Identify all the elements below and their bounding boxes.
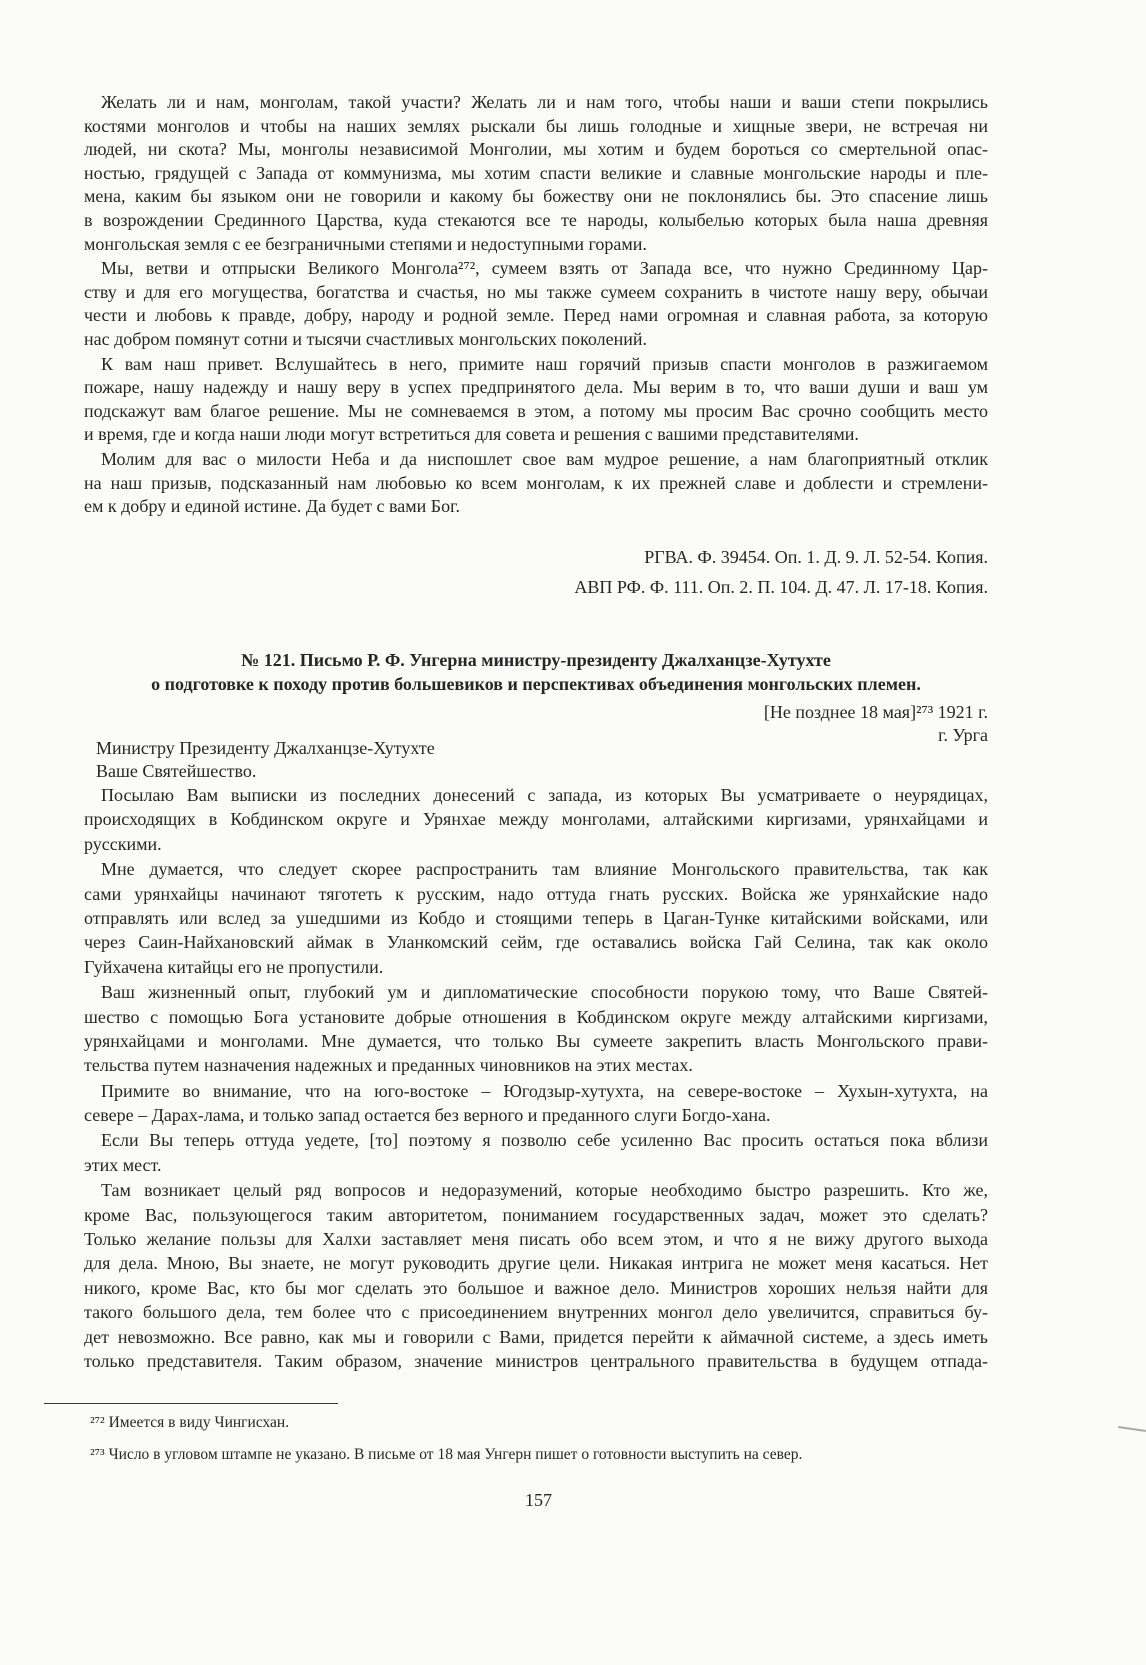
document-title: № 121. Письмо Р. Ф. Унгерна министру-президенту Джалханцзе-Хутухте	[241, 650, 831, 670]
page-number: 157	[525, 1490, 552, 1510]
text-line: Гуйхачена китайцы его не пропустили.	[84, 956, 384, 977]
archive-citation: РГВА. Ф. 39454. Оп. 1. Д. 9. Л. 52-54. Копия.	[644, 547, 988, 567]
text-line: нас добром помянут сотни и тысячи счастливых монгольских поколений.	[84, 328, 648, 349]
salutation: Ваше Святейшество.	[96, 761, 257, 781]
archive-citation: АВП РФ. Ф. 111. Оп. 2. П. 104. Д. 47. Л. 17-18. Копия.	[574, 577, 988, 597]
text-line: дет невозможно. Все равно, как мы и говорили с Вами, придется перейти к аймачной системе, а здесь иметь	[84, 1326, 988, 1347]
scan-mark	[1118, 1426, 1146, 1432]
text-line: ем к добру и единой истине. Да будет с вами Бог.	[84, 496, 460, 517]
text-line: костями монголов и чтобы на наших землях рыскали бы лишь голодные и хищные звери, не встречая ни	[84, 115, 988, 136]
text-line: людей, ни скота? Мы, монголы независимой Монголии, мы хотим и будем бороться со смертельной опас-	[84, 139, 988, 160]
paragraph	[84, 353, 988, 447]
text-line: Там возникает целый ряд вопросов и недоразумений, которые необходимо быстро разрешить. Кто же,	[101, 1180, 988, 1201]
text-line: только представителя. Таким образом, значение министров центрального правительства в будущем отпада-	[84, 1350, 988, 1371]
text-line: такого большого дела, тем более что с присоединением внутренних монгол дело увеличится, справиться бу-	[84, 1302, 988, 1323]
addressee: Министру Президенту Джалханцзе-Хутухте	[96, 738, 435, 758]
text-line: Молим для вас о милости Неба и да ниспошлет свое вам мудрое решение, а нам благоприятный отклик	[101, 448, 988, 469]
text-line: Желать ли и нам, монголам, такой участи? Желать ли и нам того, чтобы наши и ваши степи покрылись	[101, 92, 988, 112]
text-line: К вам наш привет. Вслушайтесь в него, примите наш горячий призыв спасти монголов в разжигаемом	[101, 353, 988, 374]
text-line: шество с помощью Бога установите добрые отношения в Кобдинском округе между алтайскими киргизами,	[84, 1006, 988, 1027]
paragraph	[84, 857, 988, 979]
text-line: монгольская земля с ее безграничными степями и недоступными горами.	[84, 233, 647, 254]
text-line: этих мест.	[84, 1154, 162, 1175]
text-line: Мне думается, что следует скорее распространить там влияние Монгольского правительства, так как	[101, 859, 988, 880]
paragraph	[84, 1079, 988, 1128]
footnote-divider	[44, 1403, 338, 1404]
text-line: тельства путем назначения надежных и преданных чиновников на этих местах.	[84, 1055, 693, 1076]
text-line: происходящих в Кобдинском округе и Урянхае между монголами, алтайскими киргизами, урянхайцами и	[84, 809, 988, 830]
footnote-272: ²⁷² Имеется в виду Чингисхан.	[90, 1414, 290, 1431]
text-line: урянхайцами и монголами. Мне думается, что только Вы сумеете закрепить власть Монгольского прави-	[84, 1030, 988, 1051]
text-line: мена, каким бы языком они не говорили и какому бы божеству они не поклонялись бы. Это спасение лишь	[84, 186, 988, 207]
text-line: Посылаю Вам выписки из последних донесений с запада, из которых Вы усматриваете о неурядицах,	[101, 785, 988, 805]
paragraph	[84, 1178, 988, 1373]
text-line: подскажут вам благое решение. Мы не сомневаемся в этом, а потому мы просим Вас срочно сообщить место	[84, 400, 988, 421]
text-line: Мы, ветви и отпрыски Великого Монгола²⁷², сумеем взять от Запада все, что нужно Срединному Цар-	[101, 258, 988, 279]
letter-body	[84, 783, 988, 1374]
paragraph	[84, 980, 988, 1078]
text-line: через Саин-Найхановский аймак в Уланкомский сейм, где оставались войска Гай Селина, так как около	[84, 932, 988, 953]
text-line: и время, где и когда наши люди могут встретиться для совета и решения с вашими представителями.	[84, 424, 859, 445]
paragraph	[84, 783, 988, 856]
text-line: ностью, грядущей с Запада от коммунизма, мы хотим спасти великие и славные монгольские народы и пле-	[84, 162, 988, 183]
text-line: русскими.	[84, 833, 162, 854]
text-line: Ваш жизненный опыт, глубокий ум и дипломатические способности порукою тому, что Ваше Святей-	[101, 982, 988, 1003]
footnote-273: ²⁷³ Число в угловом штампе не указано. В письме от 18 мая Унгерн пишет о готовности выступить на север.	[90, 1446, 803, 1463]
document-place: г. Урга	[938, 725, 988, 745]
document-subtitle: о подготовке к походу против большевиков и перспективах объединения монгольских племен.	[151, 674, 921, 694]
text-line: в возрождении Срединного Царства, куда стекаются все те народы, колыбелью которых была наша древняя	[84, 209, 988, 230]
paragraph	[84, 257, 988, 351]
text-line: для дела. Мною, Вы знаете, не могут руководить другие цели. Никакая интрига не может меня касаться. Нет	[84, 1253, 988, 1274]
paragraph	[84, 448, 988, 519]
text-line: чести и любовь к правде, добру, народу и родной земле. Перед нами огромная и славная работа, за которую	[84, 305, 988, 326]
text-line: Если Вы теперь оттуда уедете, [то] поэтому я позволю себе усиленно Вас просить остаться пока вблизи	[101, 1130, 988, 1151]
text-line: Примите во внимание, что на юго-востоке – Югодзыр-хутухта, на севере-востоке – Хухын-хутухта, на	[101, 1080, 988, 1101]
paragraph	[84, 1128, 988, 1177]
document-date: [Не позднее 18 мая]²⁷³ 1921 г.	[763, 702, 988, 722]
text-line: Только желание пользы для Халхи заставляет меня писать обо всем этом, и что я не вижу другого выхода	[84, 1229, 988, 1250]
text-line: отправлять или вслед за ушедшими из Кобдо и стоящими теперь в Цаган-Тунке китайскими войсками, или	[84, 907, 988, 928]
letter-text-continued	[84, 91, 988, 520]
text-line: пожаре, нашу надежду и нашу веру в успех предпринятого дела. Мы верим в то, что ваши души и ваш ум	[84, 377, 988, 398]
text-line: кроме Вас, пользующегося таким авторитетом, пониманием государственных задач, может это сделать?	[84, 1204, 988, 1225]
text-line: сами урянхайцы начинают тяготеть к русским, надо оттуда гнать русских. Войска же урянхайские надо	[84, 883, 988, 904]
text-line: севере – Дарах-лама, и только запад остается без верного и преданного слуги Богдо-хана.	[84, 1105, 771, 1126]
text-line: ству и для его могущества, богатства и счастья, но мы также сумеем сохранить в чистоте нашу веру, обычаи	[84, 281, 988, 302]
text-line: никого, кроме Вас, кто бы мог сделать это большое и важное дело. Министров хороших нельзя найти для	[84, 1277, 988, 1298]
paragraph	[84, 91, 988, 256]
text-line: на наш призыв, подсказанный нам любовью ко всем монголам, к их прежней славе и доблести и стремлени-	[84, 472, 988, 493]
